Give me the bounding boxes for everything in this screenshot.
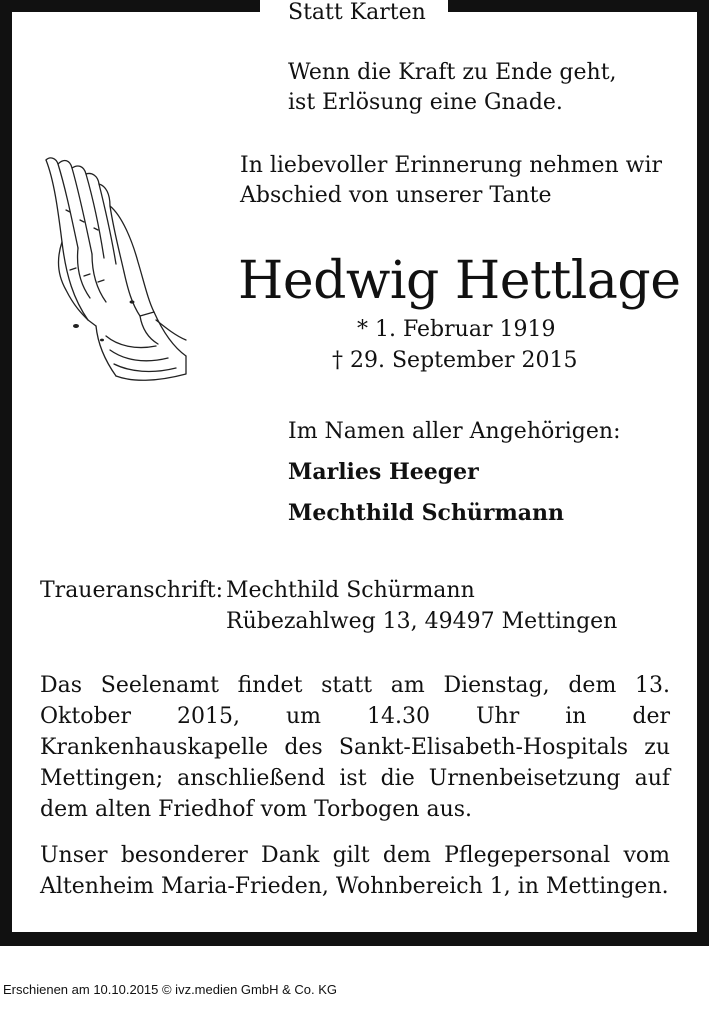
service-paragraph: Das Seelenamt findet statt am Dienstag, dem 13. Oktober 2015, um 14.30 Uhr in der Krankenhauskapelle des Sankt-Elisabeth-Hospitals zu Mettingen; anschließend ist die Urnenbeisetzung auf dem alten Friedhof vom Torbogen aus.: [40, 673, 670, 822]
verse-line-1: Wenn die Kraft zu Ende geht,: [288, 60, 617, 85]
verse-line-2: ist Erlösung eine Gnade.: [288, 90, 563, 115]
publication-footer: Erschienen am 10.10.2015 © ivz.medien GmbH & Co. KG: [3, 982, 338, 997]
death-date: † 29. September 2015: [332, 348, 578, 373]
notice-header: Statt Karten: [288, 0, 426, 25]
address-street: Rübezahlweg 13, 49497 Mettingen: [226, 609, 618, 634]
relative-name-1: Marlies Heeger: [288, 459, 479, 485]
intro-line-2: Abschied von unserer Tante: [240, 183, 552, 208]
relative-name-2: Mechthild Schürmann: [288, 500, 565, 526]
address-label: Traueranschrift:: [40, 578, 224, 603]
thanks-paragraph: Unser besonderer Dank gilt dem Pflegepersonal vom Altenheim Maria-Frieden, Wohnbereich 1, in Mettingen.: [40, 843, 670, 899]
behalf-line: Im Namen aller Angehörigen:: [288, 419, 621, 444]
birth-date: * 1. Februar 1919: [357, 317, 556, 342]
praying-hands-icon: [36, 150, 192, 386]
intro-line-1: In liebevoller Erinnerung nehmen wir: [240, 153, 663, 178]
deceased-name: Hedwig Hettlage: [238, 251, 681, 311]
address-name: Mechthild Schürmann: [226, 578, 475, 603]
